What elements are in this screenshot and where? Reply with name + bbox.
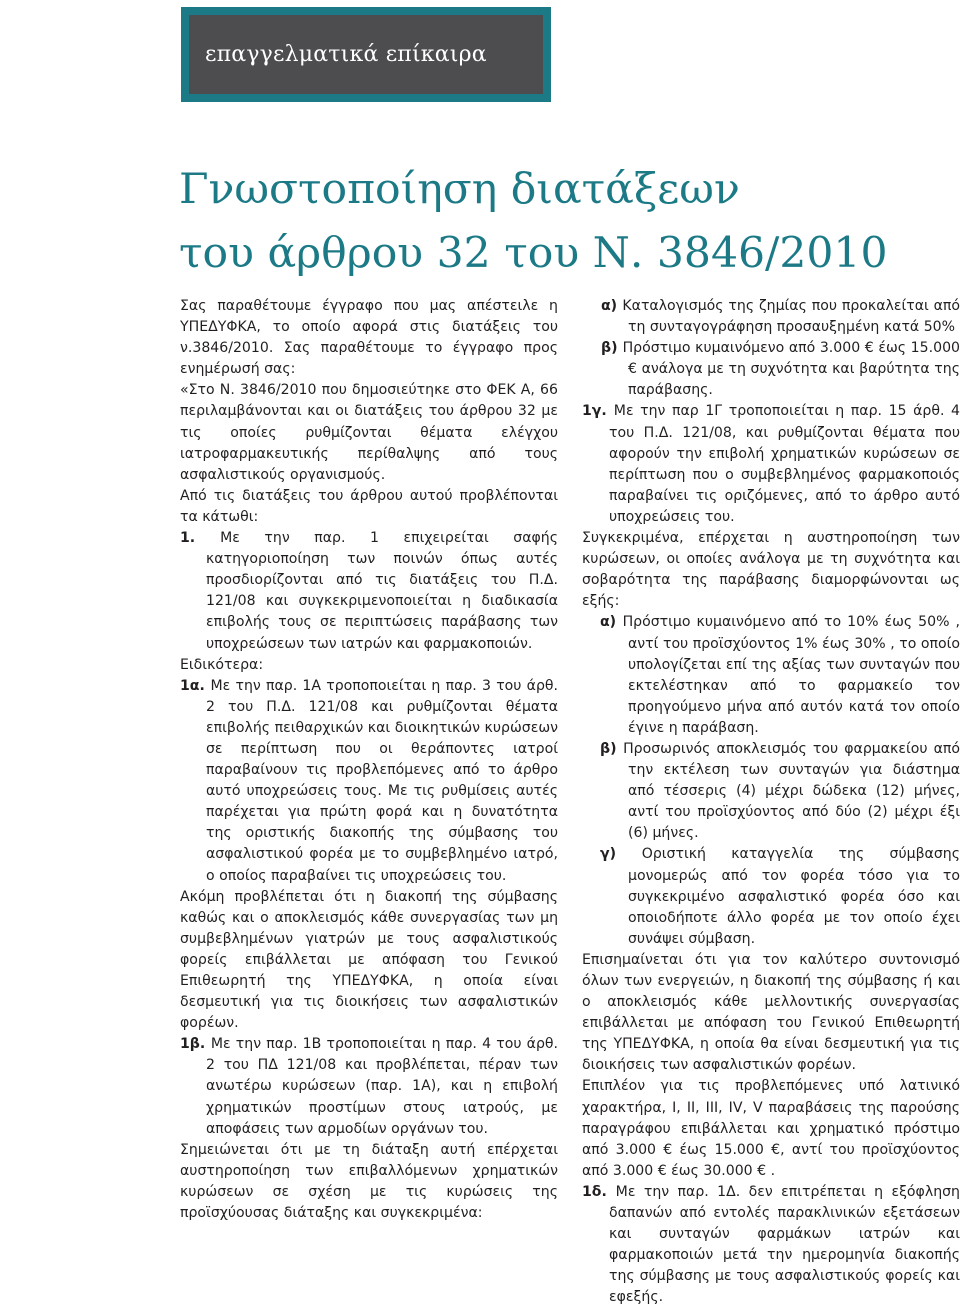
paragraph [180, 296, 558, 380]
paragraph [180, 380, 558, 485]
section-banner [181, 7, 551, 102]
paragraph-text: Με την παρ. 1Δ. δεν επιτρέπεται η εξόφληση δαπανών από εντολές παρακλινικών εξετάσεων και συνταγών φαρμάκων ιατρών και φαρμακοποιών μετά την ημερομηνία διακοπής της σύμβασης με τους ασφαλιστικούς φορείς και εφεξής. [609, 1183, 960, 1306]
paragraph-text: Επισημαίνεται ότι για τον καλύτερο συντονισμό όλων των ενεργειών, η διακοπή της σύμβασης ή και ο αποκλεισμός κάθε μελλοντικής συνεργασίας επιβάλλεται με απόφαση του Γενικού Επιθεωρητή της ΥΠΕΔΥΦΚΑ, η οποία θα είναι δεσμευτική για τις διοικήσεις των ασφαλιστικών φορέων. [582, 951, 960, 1074]
paragraph-marker: 1β. [180, 1036, 211, 1053]
section-label: επαγγελματικά επίκαιρα [205, 42, 487, 67]
paragraph [180, 887, 558, 1035]
left-column [180, 296, 558, 1224]
paragraph-text: Ακόμη προβλέπεται ότι η διακοπή της σύμβασης καθώς και ο αποκλεισμός κάθε συνεργασίας των μη συμβεβλημένων γιατρών με τους ασφαλιστικούς φορείς επιβάλλεται με απόφαση του Γενικού Επιθεωρητή της ΥΠΕΔΥΦΚΑ, η οποία είναι δεσμευτική για τις διοικήσεις των ασφαλιστικών φορέων. [180, 888, 558, 1032]
paragraph [180, 676, 558, 887]
paragraph [582, 844, 960, 949]
paragraph-marker: γ) [600, 846, 642, 863]
paragraph-text: Ειδικότερα: [180, 656, 264, 673]
paragraph [582, 338, 960, 401]
paragraph-text: Από τις διατάξεις του άρθρου αυτού προβλέπονται τα κάτωθι: [180, 487, 558, 525]
paragraph-marker: β) [601, 340, 623, 357]
paragraph-marker: α) [600, 614, 623, 631]
paragraph [180, 486, 558, 528]
paragraph-text: Με την παρ. 1Α τροποποιείται η παρ. 3 του άρθ. 2 του Π.Δ. 121/08 και ρυθμίζονται θέματα επιβολής πειθαρχικών και διοικητικών κυρώσεων σε περίπτωση που οι θεράποντες ιατροί παραβαίνουν τις προβλεπόμενες από το άρθρο αυτό υποχρεώσεις τους. Με τις ρυθμίσεις αυτές παρέχεται για πρώτη φορά και η δυνατότητα της οριστικής διακοπής της σύμβασης του ασφαλιστικού φορέα με το συμβεβλημένο ιατρό, ο οποίος παραβαίνει τις υποχρεώσεις του. [206, 677, 559, 884]
paragraph-text: Οριστική καταγγελία της σύμβασης μονομερώς από τον φορέα τόσο για το συγκεκριμένο ασφαλιστικό φορέα όσο και οποιοδήποτε άλλο φορέα με τον οποίο έχει συνάψει σύμβαση. [628, 846, 960, 947]
paragraph-text: Συγκεκριμένα, επέρχεται η αυστηροποίηση των κυρώσεων, οι οποίες ανάλογα με τη συχνότητα και σοβαρότητα της παράβασης διαμορφώνονται ως εξής: [582, 530, 960, 610]
paragraph-marker: 1γ. [582, 403, 614, 420]
paragraph [582, 1076, 960, 1181]
paragraph-text: Με την παρ 1Γ τροποποιείται η παρ. 15 άρθ. 4 του Π.Δ. 121/08, και ρυθμίζονται θέματα που αφορούν την επιβολή χρηματικών κυρώσεων σε περίπτωση που ο συμβεβλημένος φαρμακοποιός παραβαίνει τις οριζόμενες, από το άρθρο αυτό υποχρεώσεις του. [609, 403, 960, 525]
paragraph-text: Καταλογισμός της ζημίας που προκαλείται από τη συνταγογράφηση προσαυξημένη κατά 50% [622, 298, 960, 336]
paragraph-marker: 1. [180, 530, 221, 547]
paragraph-marker: 1α. [180, 677, 211, 694]
paragraph [582, 612, 960, 739]
paragraph-text: Σας παραθέτουμε έγγραφο που μας απέστειλε η ΥΠΕΔΥΦΚΑ, το οποίο αφορά στις διατάξεις του ν.3846/2010. Σας παραθέτουμε το έγγραφο προς ενημέρωσή σας: [180, 298, 558, 378]
paragraph-marker: 1δ. [582, 1183, 616, 1200]
paragraph-text: Επιπλέον για τις προβλεπόμενες υπό λατινικό χαρακτήρα, I, II, III, IV, V παραβάσεις της παρούσης παραγράφου επιβάλλεται και χρηματικό πρόστιμο από 3.000 € έως 15.000 €, αντί του προϊσχύοντος από 3.000 € έως 30.000 € . [582, 1078, 960, 1179]
paragraph [582, 739, 960, 844]
paragraph-text: Πρόστιμο κυμαινόμενο από 3.000 € έως 15.000 € ανάλογα με τη συχνότητα και βαρύτητα της παράβασης. [622, 340, 960, 399]
paragraph [582, 1182, 960, 1309]
article-title-line-1: Γνωστοποίηση διατάξεων [179, 165, 740, 214]
paragraph-text: Με την παρ. 1 επιχειρείται σαφής κατηγοριοποίηση των ποινών όπως αυτές προσδιορίζονται από τις διατάξεις του Π.Δ. 121/08 και συγκεκριμενοποιείται η διαδικασία επιβολής τους σε περιπτώσεις παράβασης των υποχρεώσεων των ιατρών και φαρμακοποιών. [206, 530, 558, 652]
article-title [179, 158, 949, 286]
paragraph-text: Με την παρ. 1Β τροποποιείται η παρ. 4 του άρθ. 2 του ΠΔ 121/08 και προβλέπεται, πέραν των ανωτέρω κυρώσεων (παρ. 1Α), και η επιβολή χρηματικών προστίμων στους ιατρούς, με αποφάσεις των αρμοδίων οργάνων του. [206, 1036, 559, 1137]
paragraph-text: Πρόστιμο κυμαινόμενο από το 10% έως 50% , αντί του προϊσχύοντος 1% έως 30% , το οποίο υπολογίζεται επί της αξίας των συνταγών που εκτελέστηκαν από το φαρμακείο τον προηγούμενο μήνα από αυτόν κατά τον οποίο έγινε η παράβαση. [622, 614, 960, 736]
paragraph [180, 1034, 558, 1139]
paragraph [180, 1140, 558, 1224]
paragraph-marker: α) [601, 298, 623, 314]
paragraph [582, 528, 960, 612]
paragraph [180, 528, 558, 655]
paragraph [180, 655, 558, 676]
paragraph [582, 950, 960, 1077]
paragraph [582, 401, 960, 528]
paragraph-marker: β) [600, 740, 624, 757]
paragraph-text: «Στο Ν. 3846/2010 που δημοσιεύτηκε στο ΦΕΚ Α, 66 περιλαμβάνονται και οι διατάξεις του άρθρου 32 με τις οποίες ρυθμίζονται θέματα ελέγχου ιατροφαρμακευτικής περίθαλψης από τους ασφαλιστικούς οργανισμούς. [180, 382, 558, 483]
section-banner-inner [189, 15, 543, 94]
paragraph-text: Προσωρινός αποκλεισμός του φαρμακείου από την εκτέλεση των συνταγών για διάστημα από τέσσερις (4) μέχρι δώδεκα (12) μήνες, αντί του προϊσχύοντος από δύο (2) μέχρι έξι (6) μήνες. [623, 740, 960, 842]
article-title-line-2: του άρθρου 32 του Ν. 3846/2010 [179, 229, 888, 278]
paragraph [582, 296, 960, 338]
right-column [582, 296, 960, 1309]
paragraph-text: Σημειώνεται ότι με τη διάταξη αυτή επέρχεται αυστηροποίηση των επιβαλλόμενων χρηματικών κυρώσεων σε σχέση με τις κυρώσεις της προϊσχύουσας διάταξης και συγκεκριμένα: [180, 1141, 558, 1222]
